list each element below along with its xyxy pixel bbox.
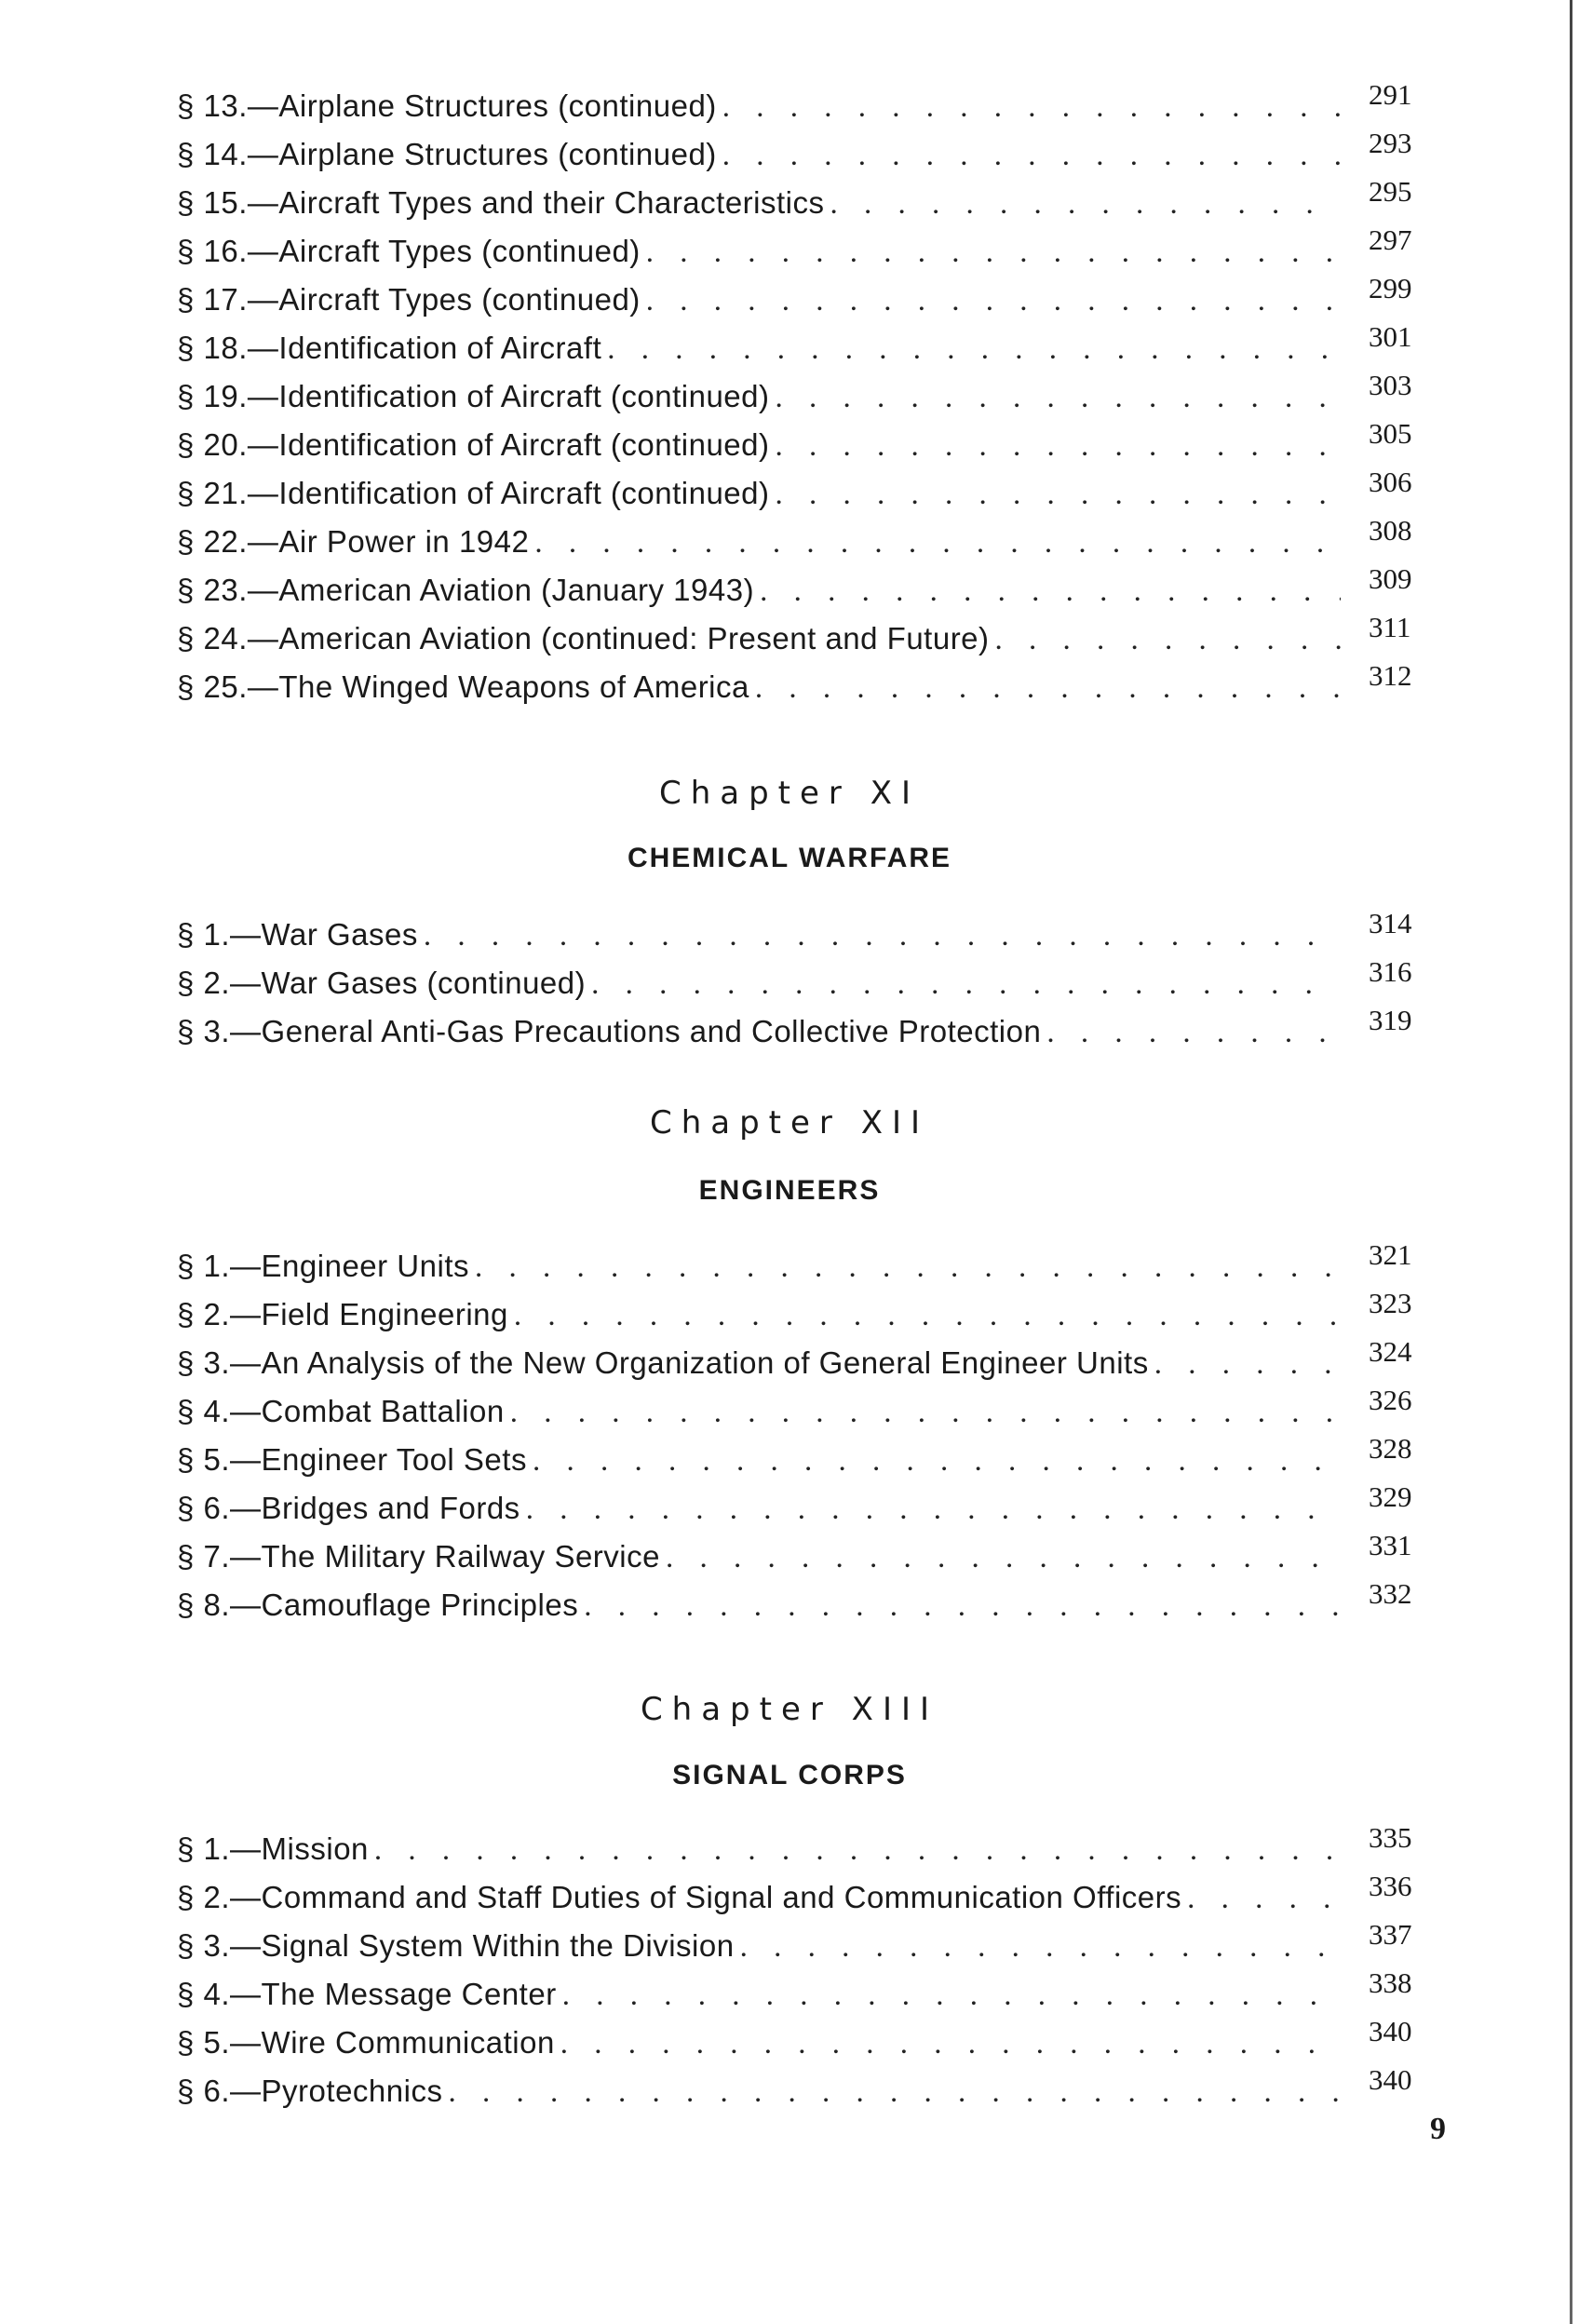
leader-dots <box>830 180 1341 228</box>
leader-dots <box>607 325 1341 373</box>
entry-label: § 2.—War Gases (continued) <box>177 966 587 1000</box>
entry-page-number: 295 <box>1369 175 1412 208</box>
entry-page-number: 321 <box>1369 1238 1412 1271</box>
page-number: 9 <box>1430 2112 1446 2146</box>
entry-label: § 1.—Mission <box>177 1831 369 1866</box>
entry-label: § 5.—Wire Communication <box>177 2025 555 2060</box>
entry-label: § 3.—General Anti-Gas Precautions and Collective Protection <box>177 1014 1042 1048</box>
entry-page-number: 316 <box>1369 955 1412 988</box>
leader-dots <box>666 1534 1341 1582</box>
leader-dots <box>448 2068 1341 2116</box>
entry-label: § 23.—American Aviation (January 1943) <box>177 573 755 607</box>
toc-entry[interactable] <box>177 223 1412 276</box>
toc-entry[interactable] <box>177 2063 1412 2115</box>
entry-label: § 1.—Engineer Units <box>177 1249 469 1283</box>
leader-dots <box>424 912 1341 960</box>
toc-entry[interactable] <box>177 2015 1412 2067</box>
entry-page-number: 340 <box>1369 2015 1412 2047</box>
entry-label: § 22.—Air Power in 1942 <box>177 524 530 559</box>
leader-dots <box>646 277 1341 325</box>
toc-entry[interactable] <box>177 1004 1412 1056</box>
entry-label: § 19.—Identification of Aircraft (continued) <box>177 379 770 413</box>
leader-dots <box>722 131 1341 180</box>
entry-label: § 6.—Pyrotechnics <box>177 2074 443 2108</box>
leader-dots <box>510 1388 1341 1437</box>
toc-entry[interactable] <box>177 1335 1412 1387</box>
toc-section-chapter-xiii <box>177 1821 1412 2115</box>
chapter-heading: Chapter XI <box>658 775 921 812</box>
toc-entry[interactable] <box>177 562 1412 615</box>
entry-label: § 21.—Identification of Aircraft (continued) <box>177 476 770 510</box>
entry-label: § 8.—Camouflage Principles <box>177 1588 579 1622</box>
leader-dots <box>534 519 1341 567</box>
toc-entry[interactable] <box>177 1287 1412 1339</box>
toc-entry[interactable] <box>177 1870 1412 1922</box>
entry-page-number: 314 <box>1369 907 1412 939</box>
toc-entry[interactable] <box>177 417 1412 469</box>
entry-page-number: 335 <box>1369 1821 1412 1854</box>
entry-label: § 1.—War Gases <box>177 917 418 952</box>
entry-label: § 13.—Airplane Structures (continued) <box>177 88 717 123</box>
entry-label: § 24.—American Aviation (continued: Present and Future) <box>177 621 990 655</box>
toc-entry[interactable] <box>177 514 1412 566</box>
entry-label: § 3.—An Analysis of the New Organization of General Engineer Units <box>177 1345 1149 1380</box>
chapter-heading: Chapter XIII <box>640 1691 939 1728</box>
entry-label: § 7.—The Military Railway Service <box>177 1539 660 1574</box>
toc-entry[interactable] <box>177 659 1412 711</box>
toc-section-chapter-xii <box>177 1238 1412 1629</box>
leader-dots <box>776 470 1342 519</box>
entry-page-number: 299 <box>1369 272 1412 304</box>
leader-dots <box>1187 1874 1341 1923</box>
entry-page-number: 301 <box>1369 320 1412 353</box>
entry-page-number: 312 <box>1369 659 1412 692</box>
toc-entry[interactable] <box>177 78 1412 130</box>
entry-page-number: 305 <box>1369 417 1412 450</box>
entry-label: § 6.—Bridges and Fords <box>177 1491 520 1525</box>
entry-label: § 17.—Aircraft Types (continued) <box>177 282 641 317</box>
entry-page-number: 326 <box>1369 1384 1412 1416</box>
toc-section-chapter-xi <box>177 907 1412 1056</box>
leader-dots <box>514 1291 1341 1340</box>
leader-dots <box>374 1826 1341 1874</box>
toc-entry[interactable] <box>177 1529 1412 1581</box>
entry-page-number: 329 <box>1369 1480 1412 1513</box>
entry-page-number: 306 <box>1369 466 1412 498</box>
entry-label: § 18.—Identification of Aircraft <box>177 331 602 365</box>
leader-dots <box>722 83 1341 131</box>
entry-page-number: 291 <box>1369 78 1412 111</box>
leader-dots <box>740 1923 1341 1971</box>
entry-page-number: 308 <box>1369 514 1412 547</box>
leader-dots <box>1154 1340 1341 1388</box>
entry-label: § 25.—The Winged Weapons of America <box>177 669 749 704</box>
chapter-heading: Chapter XII <box>649 1104 930 1142</box>
entry-label: § 14.—Airplane Structures (continued) <box>177 137 717 171</box>
toc-entry[interactable] <box>177 1238 1412 1290</box>
entry-page-number: 323 <box>1369 1287 1412 1319</box>
leader-dots <box>646 228 1341 277</box>
entry-label: § 5.—Engineer Tool Sets <box>177 1442 527 1477</box>
entry-page-number: 336 <box>1369 1870 1412 1902</box>
chapter-title: ENGINEERS <box>698 1175 881 1206</box>
entry-label: § 15.—Aircraft Types and their Characteristics <box>177 185 825 220</box>
toc-entry[interactable] <box>177 1432 1412 1484</box>
entry-label: § 16.—Aircraft Types (continued) <box>177 234 641 268</box>
toc-entry[interactable] <box>177 955 1412 1007</box>
toc-entry[interactable] <box>177 1480 1412 1533</box>
toc-entry[interactable] <box>177 272 1412 324</box>
entry-page-number: 293 <box>1369 127 1412 159</box>
entry-page-number: 297 <box>1369 223 1412 256</box>
toc-entry[interactable] <box>177 1821 1412 1873</box>
leader-dots <box>995 615 1341 664</box>
toc-entry[interactable] <box>177 611 1411 663</box>
toc-entry[interactable] <box>177 907 1412 959</box>
entry-page-number: 319 <box>1369 1004 1412 1036</box>
leader-dots <box>755 664 1341 712</box>
toc-entry[interactable] <box>177 1918 1412 1970</box>
entry-label: § 4.—The Message Center <box>177 1977 557 2011</box>
leader-dots <box>526 1485 1341 1534</box>
toc-entry[interactable] <box>177 466 1412 518</box>
toc-entry[interactable] <box>177 1384 1412 1436</box>
entry-page-number: 340 <box>1369 2063 1412 2096</box>
toc-entry[interactable] <box>177 1966 1412 2019</box>
toc-entry[interactable] <box>177 320 1412 372</box>
entry-label: § 2.—Field Engineering <box>177 1297 508 1331</box>
chapter-title: CHEMICAL WARFARE <box>627 843 952 873</box>
entry-label: § 3.—Signal System Within the Division <box>177 1928 735 1963</box>
chapter-title: SIGNAL CORPS <box>672 1760 907 1790</box>
leader-dots <box>475 1243 1341 1291</box>
entry-page-number: 303 <box>1369 369 1412 401</box>
leader-dots <box>760 567 1341 615</box>
leader-dots <box>533 1437 1341 1485</box>
toc-entry[interactable] <box>177 175 1412 227</box>
entry-label: § 4.—Combat Battalion <box>177 1394 505 1428</box>
toc-entry[interactable] <box>177 1577 1412 1629</box>
leader-dots <box>1046 1008 1341 1057</box>
page-edge-shadow <box>1570 0 1572 2324</box>
entry-label: § 20.—Identification of Aircraft (continued) <box>177 427 770 462</box>
leader-dots <box>560 2020 1341 2068</box>
entry-page-number: 331 <box>1369 1529 1412 1561</box>
leader-dots <box>776 422 1342 470</box>
entry-page-number: 328 <box>1369 1432 1412 1465</box>
leader-dots <box>776 373 1342 422</box>
entry-page-number: 332 <box>1369 1577 1412 1610</box>
entry-page-number: 337 <box>1369 1918 1412 1951</box>
leader-dots <box>584 1582 1341 1630</box>
leader-dots <box>562 1971 1341 2020</box>
leader-dots <box>591 960 1341 1008</box>
toc-entry[interactable] <box>177 369 1412 421</box>
entry-page-number: 338 <box>1369 1966 1412 1999</box>
toc-section-continued <box>177 78 1412 711</box>
entry-page-number: 324 <box>1369 1335 1412 1368</box>
toc-entry[interactable] <box>177 127 1412 179</box>
entry-page-number: 311 <box>1369 611 1411 643</box>
entry-page-number: 309 <box>1369 562 1412 595</box>
entry-label: § 2.—Command and Staff Duties of Signal and Communication Officers <box>177 1880 1182 1914</box>
